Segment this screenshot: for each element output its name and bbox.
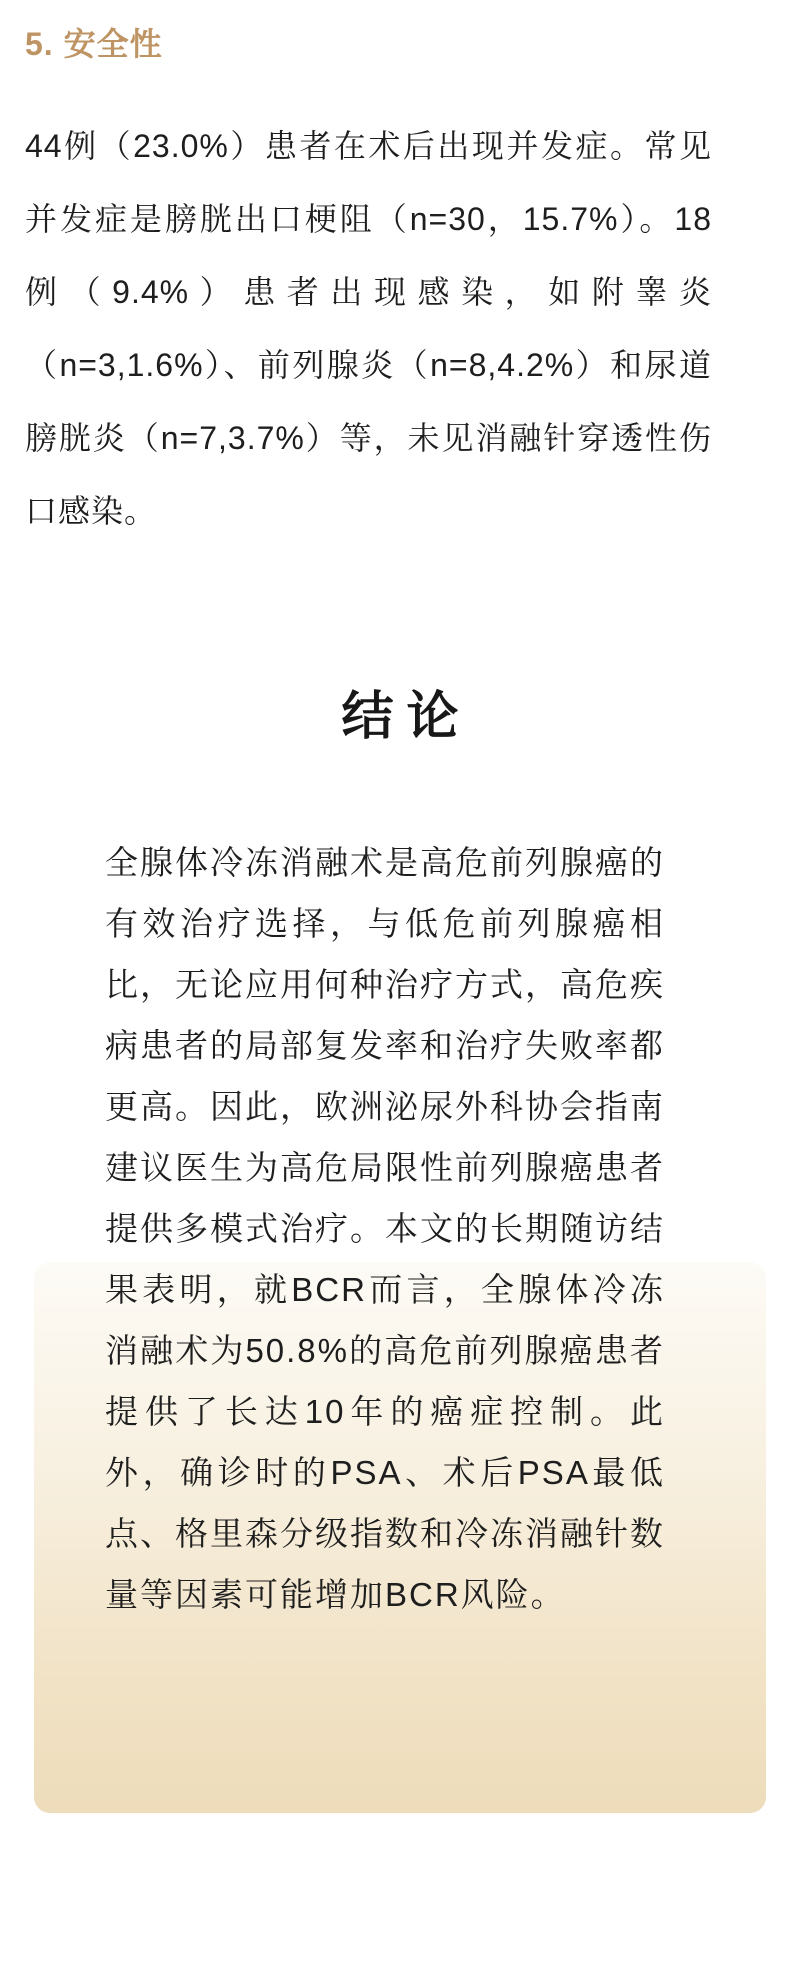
safety-section-heading: 5. 安全性 [25, 26, 163, 62]
conclusion-title: 结 论 [341, 689, 459, 746]
conclusion-paragraph: 全腺体冷冻消融术是高危前列腺癌的有效治疗选择，与低危前列腺癌相比，无论应用何种治疗方式，高危疾病患者的局部复发率和治疗失败率都更高。因此，欧洲泌尿外科协会指南建议医生为高危局限性前列腺癌患者提供多模式治疗。本文的长期随访结果表明，就BCR而言，全腺体冷冻消融术为50.8%的高危前列腺癌患者提供了长达10年的癌症控制。此外，确诊时的PSA、术后PSA最低点、格里森分级指数和冷冻消融针数量等因素可能增加BCR风险。 [105, 844, 665, 1613]
safety-paragraph: 44例（23.0%）患者在术后出现并发症。常见并发症是膀胱出口梗阻（n=30，15.7%）。18例（9.4%）患者出现感染，如附睾炎（n=3,1.6%）、前列腺炎（n=8,4.2%）和尿道膀胱炎（n=7,3.7%）等，未见消融针穿透性伤口感染。 [25, 128, 712, 529]
